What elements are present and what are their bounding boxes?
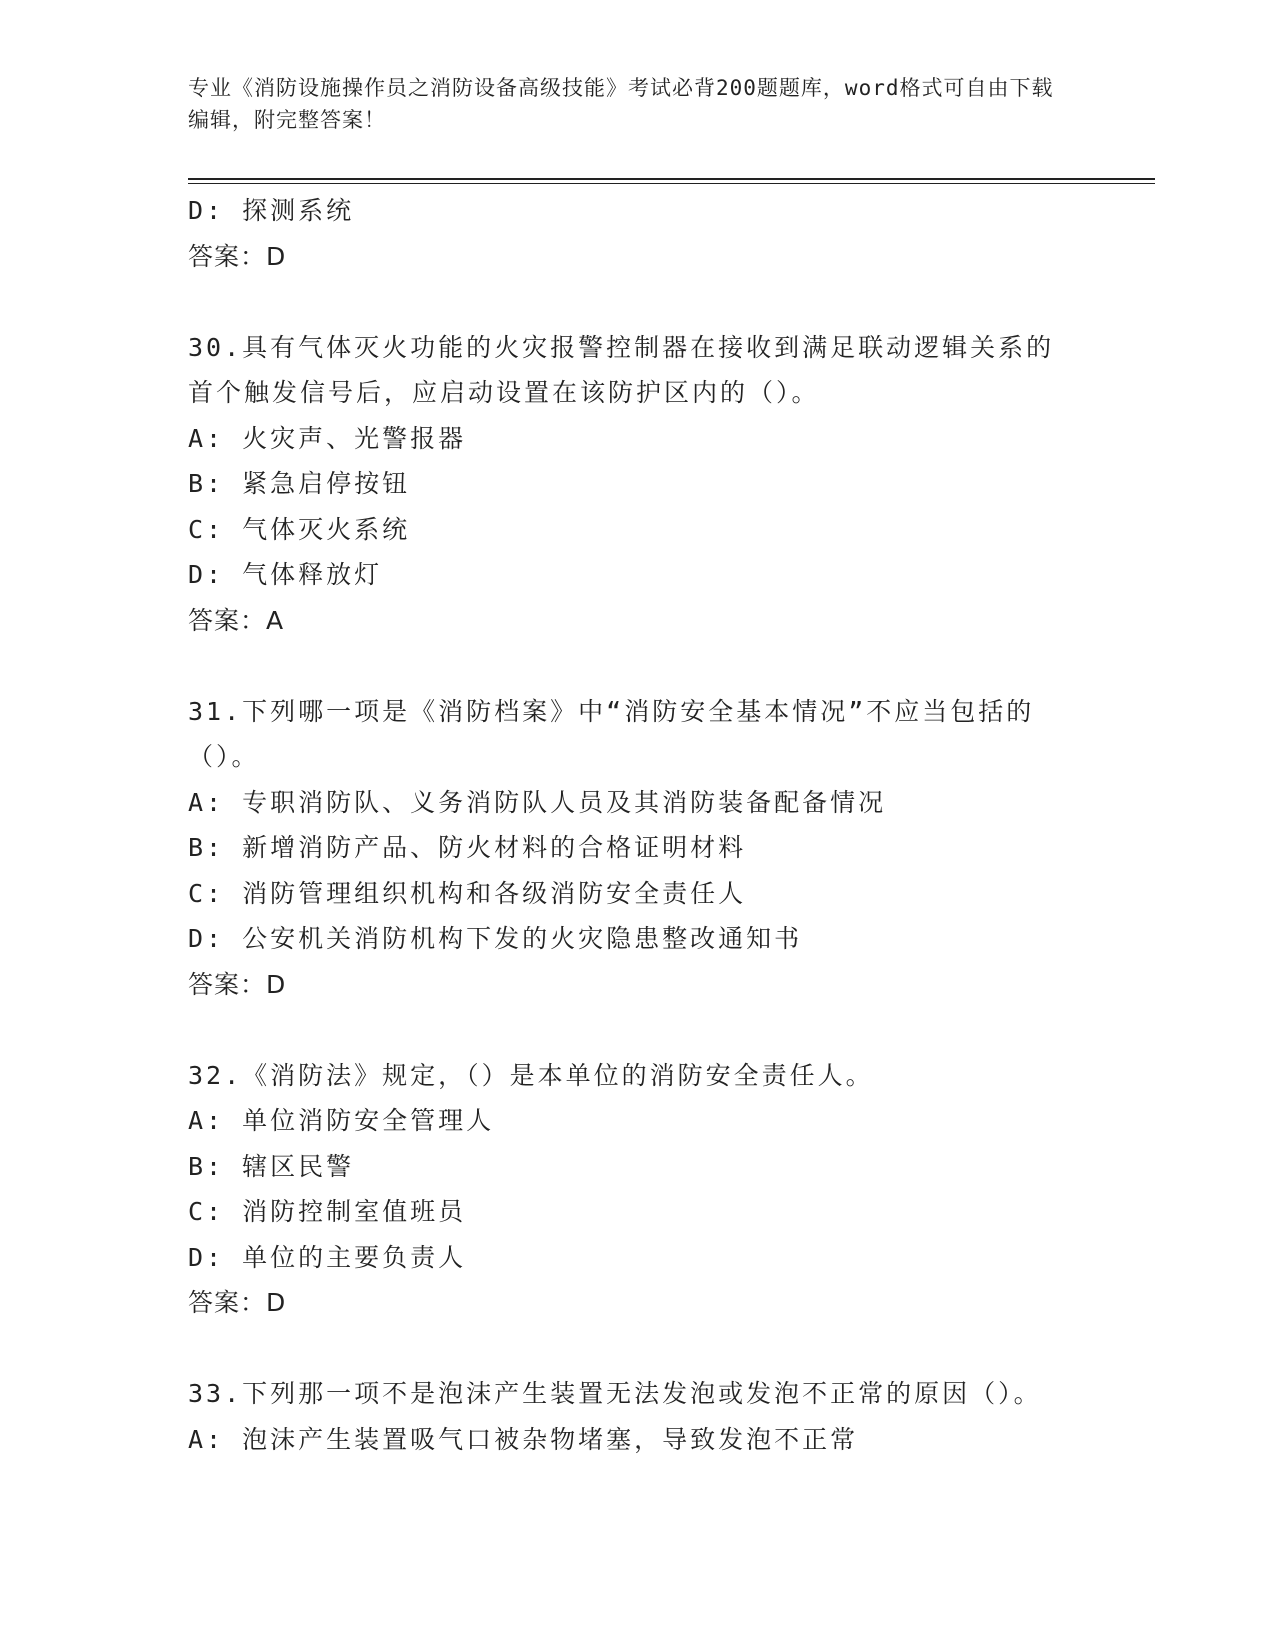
question-text: （）。	[188, 742, 260, 771]
spacer	[188, 1326, 1088, 1372]
answer-line: 答案：D	[188, 969, 287, 999]
option-b: B: 辖区民警	[188, 1151, 355, 1181]
option-c: C: 消防管理组织机构和各级消防安全责任人	[188, 878, 747, 908]
question-text: 首个触发信号后，应启动设置在该防护区内的（）。	[188, 378, 820, 407]
spacer	[188, 279, 1088, 325]
answer-line: 答案：A	[188, 605, 285, 635]
question-text: 32.《消防法》规定，（）是本单位的消防安全责任人。	[188, 1060, 874, 1090]
question-block	[188, 1053, 1088, 1326]
option-a: A: 专职消防队、义务消防队人员及其消防装备配备情况	[188, 787, 887, 817]
option-c: C: 气体灭火系统	[188, 514, 411, 544]
answer-line: 答案：D	[188, 241, 287, 271]
header-divider-thin	[188, 183, 1155, 184]
question-text: 31.下列哪一项是《消防档案》中“消防安全基本情况”不应当包括的	[188, 696, 1035, 726]
answer-line: 答案：D	[188, 1288, 287, 1317]
option-a: A: 单位消防安全管理人	[188, 1106, 495, 1135]
spacer	[188, 1007, 1088, 1053]
option-a: A: 火灾声、光警报器	[188, 423, 467, 453]
option-d: D: 公安机关消防机构下发的火灾隐患整改通知书	[188, 924, 803, 953]
spacer	[188, 643, 1088, 689]
option-d: D: 单位的主要负责人	[188, 1242, 467, 1272]
question-block	[188, 689, 1088, 1008]
question-block	[188, 325, 1088, 644]
option-d: D: 气体释放灯	[188, 560, 383, 589]
page-header: 专业《消防设施操作员之消防设备高级技能》考试必背200题题库，word格式可自由下载编辑，附完整答案！	[188, 76, 1054, 132]
question-content	[188, 188, 1088, 1462]
option-b: B: 新增消防产品、防火材料的合格证明材料	[188, 833, 747, 862]
option-a: A: 泡沫产生装置吸气口被杂物堵塞，导致发泡不正常	[188, 1424, 859, 1454]
option-c: C: 消防控制室值班员	[188, 1197, 467, 1226]
option-b: B: 紧急启停按钮	[188, 469, 411, 498]
question-text: 33.下列那一项不是泡沫产生装置无法发泡或发泡不正常的原因（）。	[188, 1379, 1042, 1408]
question-block	[188, 188, 1088, 279]
option-d: D: 探测系统	[188, 196, 355, 225]
question-text: 30.具有气体灭火功能的火灾报警控制器在接收到满足联动逻辑关系的	[188, 332, 1055, 362]
question-block	[188, 1371, 1088, 1462]
header-divider	[188, 178, 1155, 180]
